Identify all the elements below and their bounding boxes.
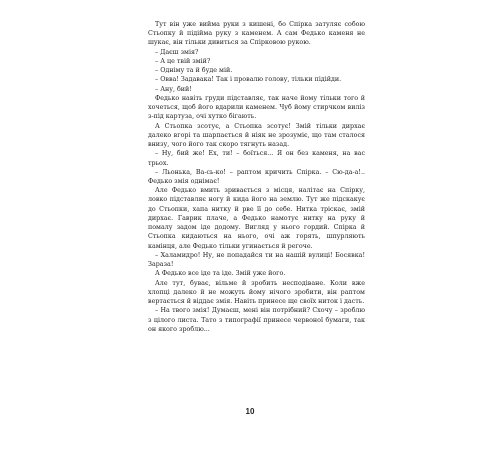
dialogue-line: – Даєш змія? [155,48,199,56]
paragraph: Тут він уже вийма руки з кишені, бо Спірка затуляє собою Стьопку й підійма руку з каменем. А сам Федько каменя не шукає, він тільки дивиться за Спірковою рукою. [148,21,365,47]
dialogue-line: – Льонька, Ва-сь-ко! – раптом кричить Спірка. – Сю-да-а!.. Федько змія однімає! [148,168,365,185]
dialogue-line: – Овва! Задавака! Так і провалю голову, тільки підійди. [155,76,342,84]
page-number: 10 [245,407,255,416]
paragraph: Але Федько вмить зривається з місця, налітає на Спірку, ловко підставляє ногу й кида його на землю. Тут же підскакує до Стьопки, хапа нитку й рве її до себе. Нитка тріскає, змій дирхає. Гаврик плаче, а Федько намотує нитку на руку й помалу задом іде додому. Вигляд у нього гордий. Спірка й Стьопка кидаються на нього, очі аж горять, шпурляють камінця, але Федько тільки угинається й регоче. [148,187,365,250]
paragraph: Але тут, буває, вільме й зробить несподіване. Коли вже хлопці далеко й не можуть йому нічого зробити, він раптом вертається й віддає змія. Навіть принесе ще своїх ниток і дасть. [148,279,365,306]
paragraph: А Стьопка зсотує, а Стьопка зсотує! Змій тільки дирхає далеко вгорі та шарпається й ніяк не зрозуміє, що там сталося внизу, чого його так скоро тягнуть назад. [148,122,365,149]
dialogue-line: – Халамидро! Ну, не попадайся ти на нашій вулиці! Босявка! Зараза! [148,251,365,269]
paragraph: А Федько все іде та іде. Змій уже його. [155,270,286,278]
paragraph: Федько навіть груди підставляє, так наче йому тільки того й хочеться, щоб його вдарили каменем. Чуб йому стирчком виліз з-під картуза, очі хутко бігають. [148,94,365,121]
dialogue-line: – Ану, бий! [155,85,192,93]
dialogue-line: – Одніму та й буде мій. [155,67,233,75]
dialogue-line: – На твого змія! Думаєш, мені він потрібний? Схочу – зроблю з цілого листа. Тато з типографії принесе червоної бумаги, так он якого зроблю... [148,307,365,333]
body-text [148,20,365,334]
dialogue-line: – Ну, бий же! Ех, ти! – боїться... Я он без каменя, на вас трьох. [148,150,365,167]
dialogue-line: – А це твій змій? [155,57,211,65]
